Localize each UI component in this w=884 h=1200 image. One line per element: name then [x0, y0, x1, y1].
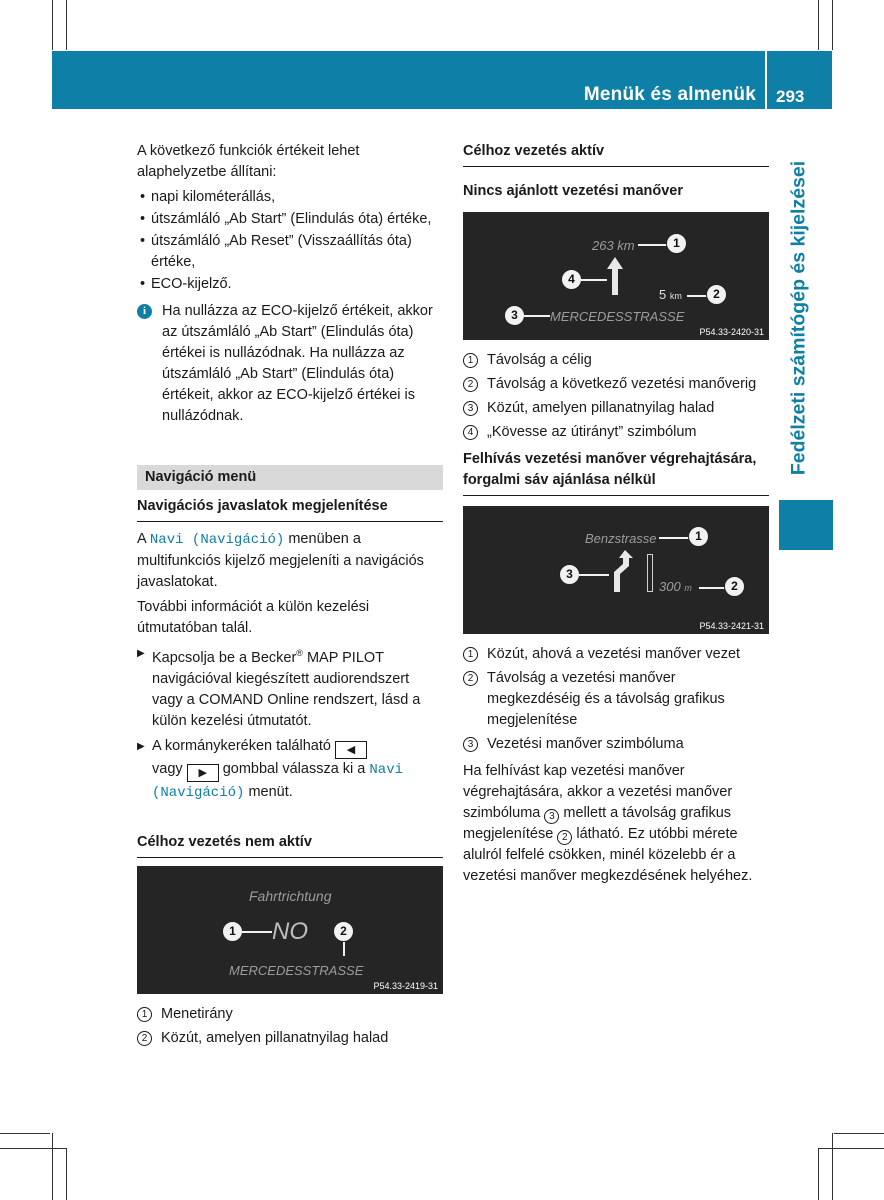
distance-bar	[647, 554, 653, 592]
callout-number: 3	[463, 401, 478, 416]
legend-item	[463, 374, 769, 395]
list-item: • napi kilométerállás,	[137, 187, 443, 208]
legend-text: „Kövesse az útirányt” szimbólum	[487, 424, 697, 440]
text: menüt.	[244, 783, 293, 800]
text: látható. Ez utóbbi mérete alulról felfelé csökken, minél közelebb ér a vezetési manőver megkezdésének helyéhez.	[463, 826, 753, 884]
callout-line	[699, 587, 725, 589]
subsection-title: Navigációs javaslatok megjelenítése	[137, 496, 443, 522]
legend-text: Távolság a vezetési manőver megkezdéséig és a távolság grafikus megjelenítése	[487, 670, 725, 728]
callout-number: 1	[463, 353, 478, 368]
text: A kormánykeréken található	[152, 737, 335, 754]
text: MAP PILOT navigációval kiegészített audiorendszert vagy a COMAND Online rendszert, lásd a külön kezelési útmutatót.	[152, 649, 421, 729]
legend	[137, 1004, 443, 1049]
legend-text: Távolság a következő vezetési manőverig	[487, 376, 757, 392]
callout-number: 1	[137, 1007, 152, 1022]
heading-guidance-inactive: Célhoz vezetés nem aktív	[137, 832, 443, 858]
text: Kapcsolja be a Becker	[152, 649, 297, 666]
display-distance	[659, 576, 692, 599]
display-figure-no-maneuver	[463, 212, 769, 340]
display-figure-inactive	[137, 866, 443, 994]
legend	[463, 350, 769, 443]
callout-number: 4	[463, 425, 478, 440]
list-item: • útszámláló „Ab Start” (Elindulás óta) értéke,	[137, 209, 443, 230]
distance-value: 5	[659, 287, 667, 302]
list-item: • ECO-kijelző.	[137, 274, 443, 295]
legend-item	[463, 398, 769, 419]
info-note	[137, 301, 443, 427]
text: A	[137, 531, 150, 547]
display-street: MERCEDESSTRASSE	[229, 962, 364, 978]
callout-number: 1	[463, 647, 478, 662]
legend-text: Közút, amelyen pillanatnyilag halad	[487, 400, 715, 416]
callout-3: 3	[504, 305, 525, 326]
instruction-step	[137, 736, 443, 804]
legend-text: Távolság a célig	[487, 352, 592, 368]
distance-unit: m	[684, 583, 692, 593]
callout-4: 4	[561, 269, 582, 290]
legend	[463, 644, 769, 755]
section-title: Navigáció menü	[137, 465, 443, 490]
side-tab-label: Fedélzeti számítógép és kijelzései	[787, 160, 810, 476]
legend-item	[137, 1004, 443, 1025]
info-paragraph: További információt a külön kezelési útmutatóban talál.	[137, 599, 370, 636]
callout-number: 3	[463, 737, 478, 752]
left-arrow-key-icon: ◀	[335, 741, 367, 759]
display-next-distance	[659, 284, 682, 307]
subheading-no-maneuver: Nincs ajánlott vezetési manőver	[463, 183, 683, 199]
distance-value: 300	[659, 579, 681, 594]
crop-mark	[832, 0, 833, 50]
callout-line	[687, 295, 707, 297]
list-item: • útszámláló „Ab Reset” (Visszaállítás óta) értéke,	[137, 231, 443, 273]
legend-text: Menetirány	[161, 1005, 233, 1022]
crop-mark	[52, 1133, 53, 1200]
callout-1: 1	[222, 921, 243, 942]
crop-mark	[0, 1148, 66, 1149]
crop-mark	[0, 1133, 50, 1134]
callout-1: 1	[666, 233, 687, 254]
nav-paragraph	[137, 529, 443, 593]
right-arrow-key-icon: ▶	[187, 764, 219, 782]
crop-mark	[818, 1148, 819, 1200]
crop-mark	[66, 1148, 67, 1200]
callout-line	[343, 942, 345, 956]
callout-2: 2	[333, 921, 354, 942]
display-total-distance: 263 km	[592, 238, 635, 253]
closing-paragraph	[463, 761, 769, 887]
intro-paragraph: A következő funkciók értékeit lehet alaphelyzetbe állítani:	[137, 143, 360, 180]
legend-text: Közút, ahová a vezetési manőver vezet	[487, 646, 741, 662]
registered-mark: ®	[296, 648, 303, 658]
side-tab-marker	[779, 500, 833, 550]
page-number: 293	[776, 87, 805, 106]
text: Ha felhívást kap vezetési manőver végrehajtására, akkor a vezetési manőver szimbóluma	[463, 763, 733, 821]
text: vagy	[152, 760, 187, 777]
crop-mark	[818, 0, 819, 50]
text: mellett a távolság grafikus megjelenítése	[463, 805, 732, 842]
callout-number: 2	[463, 671, 478, 686]
left-column	[137, 141, 443, 1052]
callout-2: 2	[706, 284, 727, 305]
display-figure-maneuver	[463, 506, 769, 634]
subheading-maneuver: Felhívás vezetési manőver végrehajtására, forgalmi sáv ajánlása nélkül	[463, 449, 769, 496]
instruction-step	[137, 643, 443, 732]
follow-route-arrow-icon	[606, 257, 624, 295]
distance-unit: km	[669, 291, 682, 301]
crop-mark	[66, 0, 67, 50]
text: gombbal válassza ki a	[218, 760, 370, 777]
header-divider	[765, 51, 767, 109]
info-text: Ha nullázza az ECO-kijelző értékeit, akkor az útszámláló „Ab Start” (Elindulás óta) értékei is nullázódnak. Ha nullázza az útszámláló „Ab Start” (Elindulás óta) értékeit, akkor az ECO-kijelző értékei is nullázódnak.	[162, 303, 433, 424]
legend-text: Vezetési manőver szimbóluma	[487, 736, 684, 752]
callout-line	[659, 537, 689, 539]
display-street: Benzstrasse	[585, 531, 657, 546]
callout-line	[524, 315, 550, 317]
callout-line	[581, 279, 607, 281]
legend-item	[463, 668, 769, 731]
callout-number: 2	[137, 1031, 152, 1046]
right-column	[463, 141, 769, 891]
side-tab	[777, 143, 821, 493]
legend-item	[463, 350, 769, 371]
menu-name: Navi (Navigáció)	[149, 532, 285, 548]
callout-line	[579, 574, 609, 576]
callout-3: 3	[559, 564, 580, 585]
callout-number: 3	[544, 809, 559, 824]
callout-number: 2	[557, 830, 572, 845]
display-street: MERCEDESSTRASSE	[550, 309, 685, 324]
legend-text: Közút, amelyen pillanatnyilag halad	[161, 1029, 389, 1046]
menu-name: Navi (Navigáció)	[152, 761, 403, 801]
crop-mark	[818, 1148, 884, 1149]
callout-line	[638, 244, 668, 246]
heading-guidance-active: Célhoz vezetés aktív	[463, 141, 769, 167]
figure-ref: P54.33-2419-31	[373, 980, 438, 991]
info-icon: i	[137, 304, 152, 319]
legend-item	[463, 734, 769, 755]
display-label: Fahrtrichtung	[249, 887, 332, 904]
text: menüben a multifunkciós kijelző megjeleníti a navigációs javaslatokat.	[137, 531, 424, 590]
display-direction: NO	[272, 917, 308, 945]
callout-number: 2	[463, 377, 478, 392]
figure-ref: P54.33-2420-31	[699, 327, 764, 337]
legend-item	[463, 644, 769, 665]
page-title: Menük és almenük	[583, 84, 756, 105]
reset-list	[137, 187, 443, 295]
callout-1: 1	[688, 526, 709, 547]
crop-mark	[52, 0, 53, 50]
legend-item	[137, 1028, 443, 1049]
crop-mark	[834, 1133, 884, 1134]
legend-item	[463, 422, 769, 443]
callout-2: 2	[724, 576, 745, 597]
callout-line	[242, 931, 272, 933]
maneuver-arrow-icon	[609, 550, 633, 592]
figure-ref: P54.33-2421-31	[699, 621, 764, 631]
crop-mark	[832, 1133, 833, 1200]
